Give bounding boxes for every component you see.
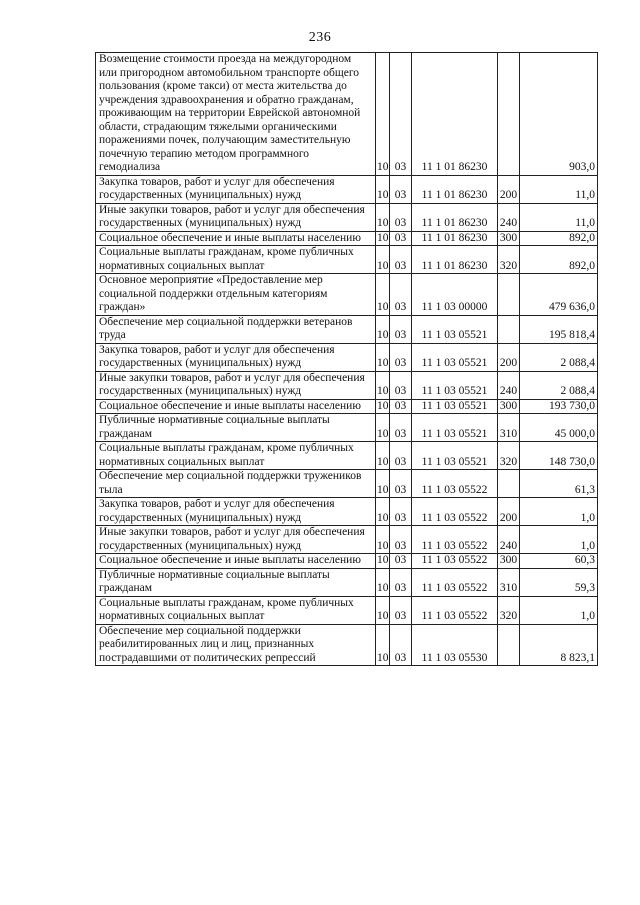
- section-code: 10: [376, 371, 390, 399]
- row-name: Иные закупки товаров, работ и услуг для обеспечения государственных (муниципальных) нужд: [96, 526, 376, 554]
- amount: 892,0: [520, 246, 598, 274]
- subsection-code: 03: [390, 175, 412, 203]
- subsection-code: 03: [390, 246, 412, 274]
- table-row: [96, 526, 598, 554]
- amount: 60,3: [520, 554, 598, 569]
- subsection-code: 03: [390, 624, 412, 666]
- subsection-code: 03: [390, 274, 412, 316]
- section-code: 10: [376, 442, 390, 470]
- section-code: 10: [376, 624, 390, 666]
- subsection-code: 03: [390, 554, 412, 569]
- amount: 1,0: [520, 498, 598, 526]
- section-code: 10: [376, 568, 390, 596]
- expense-type-code: 320: [498, 596, 520, 624]
- section-code: 10: [377, 554, 389, 566]
- amount: 2 088,4: [520, 371, 598, 399]
- target-article-code: 11 1 03 05522: [412, 554, 498, 569]
- table-row: [96, 246, 598, 274]
- table-row: [96, 470, 598, 498]
- section-code: 10: [376, 498, 390, 526]
- row-name: Социальное обеспечение и иные выплаты населению: [96, 231, 376, 246]
- table-row: [96, 624, 598, 666]
- amount: 45 000,0: [520, 414, 598, 442]
- expense-type-code: 240: [498, 526, 520, 554]
- table-row: [96, 274, 598, 316]
- amount: 61,3: [520, 470, 598, 498]
- section-code: 10: [376, 343, 390, 371]
- target-article-code: 11 1 03 05522: [412, 498, 498, 526]
- subsection-code: 03: [390, 498, 412, 526]
- target-article-code: 11 1 03 05521: [412, 442, 498, 470]
- section-code: 10: [377, 231, 389, 244]
- amount: 903,0: [520, 53, 598, 176]
- expense-type-code: 300: [498, 399, 520, 414]
- target-article-code: 11 1 03 05521: [412, 414, 498, 442]
- page-number: 236: [308, 30, 332, 45]
- section-code: 10: [377, 399, 389, 412]
- row-name: Публичные нормативные социальные выплаты гражданам: [96, 414, 376, 442]
- section-code: 10: [376, 596, 390, 624]
- section-code: 10: [376, 414, 390, 442]
- expense-type-code: 300: [498, 231, 520, 246]
- row-name: Обеспечение мер социальной поддержки ветеранов труда: [96, 315, 376, 343]
- target-article-code: 11 1 03 05522: [412, 526, 498, 554]
- row-name: Иные закупки товаров, работ и услуг для обеспечения государственных (муниципальных) нужд: [96, 203, 376, 231]
- table-row: [96, 343, 598, 371]
- amount: 8 823,1: [520, 624, 598, 666]
- target-article-code: 11 1 03 05530: [412, 624, 498, 666]
- subsection-code: 03: [390, 470, 412, 498]
- table-row: [96, 203, 598, 231]
- row-name: Социальные выплаты гражданам, кроме публичных нормативных социальных выплат: [96, 442, 376, 470]
- expense-type-code: [498, 624, 520, 666]
- row-name: Закупка товаров, работ и услуг для обеспечения государственных (муниципальных) нужд: [96, 498, 376, 526]
- amount: 479 636,0: [520, 274, 598, 316]
- section-code: 10: [376, 526, 390, 554]
- table-row: [96, 399, 598, 414]
- table-row: [96, 414, 598, 442]
- expense-type-code: 320: [498, 246, 520, 274]
- target-article-code: 11 1 01 86230: [412, 53, 498, 176]
- target-article-code: 11 1 03 05521: [412, 343, 498, 371]
- expense-type-code: 300: [498, 554, 520, 569]
- target-article-code: 11 1 03 05522: [412, 596, 498, 624]
- subsection-code: 03: [390, 371, 412, 399]
- section-code: 10: [376, 53, 390, 176]
- row-name: Возмещение стоимости проезда на междугородном или пригородном автомобильном транспорте общего пользования (кроме такси) от места жительства до учреждения здравоохранения и обратно гражданам, проживающим на территории Еврейской автономной области, страдающим тяжелыми органическими поражениями почек, получающим заместительную почечную терапию методом программного гемодиализа: [96, 53, 376, 176]
- row-name: Публичные нормативные социальные выплаты гражданам: [96, 568, 376, 596]
- subsection-code: 03: [390, 203, 412, 231]
- section-code: 10: [376, 470, 390, 498]
- expense-type-code: 200: [498, 175, 520, 203]
- row-name: Основное мероприятие «Предоставление мер социальной поддержки отдельным категориям граждан»: [96, 274, 376, 316]
- subsection-code: 03: [390, 231, 412, 246]
- expense-type-code: 310: [498, 414, 520, 442]
- target-article-code: 11 1 03 05522: [412, 568, 498, 596]
- subsection-code: 03: [390, 53, 412, 176]
- expense-type-code: 320: [498, 442, 520, 470]
- section-code: 10: [376, 246, 390, 274]
- row-name: Социальное обеспечение и иные выплаты населению: [96, 554, 376, 569]
- amount: 59,3: [520, 568, 598, 596]
- subsection-code: 03: [390, 343, 412, 371]
- row-name: Иные закупки товаров, работ и услуг для обеспечения государственных (муниципальных) нужд: [96, 371, 376, 399]
- expense-type-code: 310: [498, 568, 520, 596]
- expense-type-code: [498, 53, 520, 176]
- row-name: Социальные выплаты гражданам, кроме публичных нормативных социальных выплат: [96, 596, 376, 624]
- amount: 193 730,0: [520, 399, 598, 414]
- target-article-code: 11 1 03 05521: [412, 315, 498, 343]
- target-article-code: 11 1 01 86230: [412, 246, 498, 274]
- subsection-code: 03: [390, 315, 412, 343]
- row-name: Закупка товаров, работ и услуг для обеспечения государственных (муниципальных) нужд: [96, 175, 376, 203]
- expense-type-code: 200: [498, 343, 520, 371]
- section-code: 10: [376, 175, 390, 203]
- expense-type-code: [498, 315, 520, 343]
- target-article-code: 11 1 01 86230: [412, 175, 498, 203]
- subsection-code: 03: [390, 442, 412, 470]
- subsection-code: 03: [390, 399, 412, 414]
- target-article-code: 11 1 03 05521: [412, 399, 498, 414]
- target-article-code: 11 1 03 00000: [412, 274, 498, 316]
- subsection-code: 03: [390, 414, 412, 442]
- target-article-code: 11 1 01 86230: [412, 203, 498, 231]
- expense-type-code: [498, 470, 520, 498]
- target-article-code: 11 1 03 05522: [412, 470, 498, 498]
- section-code: 10: [376, 203, 390, 231]
- row-name: Обеспечение мер социальной поддержки тружеников тыла: [96, 470, 376, 498]
- budget-table: [95, 52, 598, 666]
- row-name: Социальное обеспечение и иные выплаты населению: [96, 399, 376, 414]
- table-row: [96, 53, 598, 176]
- row-name: Закупка товаров, работ и услуг для обеспечения государственных (муниципальных) нужд: [96, 343, 376, 371]
- table-row: [96, 442, 598, 470]
- table-row: [96, 568, 598, 596]
- amount: 1,0: [520, 526, 598, 554]
- row-name: Обеспечение мер социальной поддержки реабилитированных лиц и лиц, признанных пострадавшими от политических репрессий: [96, 624, 376, 666]
- table-row: [96, 371, 598, 399]
- table-row: [96, 315, 598, 343]
- amount: 195 818,4: [520, 315, 598, 343]
- amount: 892,0: [520, 231, 598, 246]
- target-article-code: 11 1 01 86230: [412, 231, 498, 246]
- expense-type-code: [498, 274, 520, 316]
- section-code: 10: [376, 274, 390, 316]
- row-name: Социальные выплаты гражданам, кроме публичных нормативных социальных выплат: [96, 246, 376, 274]
- target-article-code: 11 1 03 05521: [412, 371, 498, 399]
- expense-type-code: 240: [498, 371, 520, 399]
- amount: 11,0: [520, 175, 598, 203]
- amount: 1,0: [520, 596, 598, 624]
- subsection-code: 03: [390, 568, 412, 596]
- table-row: [96, 175, 598, 203]
- table-row: [96, 596, 598, 624]
- expense-type-code: 200: [498, 498, 520, 526]
- table-row: [96, 498, 598, 526]
- section-code: 10: [376, 315, 390, 343]
- table-row: [96, 231, 598, 246]
- subsection-code: 03: [390, 596, 412, 624]
- subsection-code: 03: [390, 526, 412, 554]
- table-row: [96, 554, 598, 569]
- amount: 148 730,0: [520, 442, 598, 470]
- amount: 11,0: [520, 203, 598, 231]
- amount: 2 088,4: [520, 343, 598, 371]
- expense-type-code: 240: [498, 203, 520, 231]
